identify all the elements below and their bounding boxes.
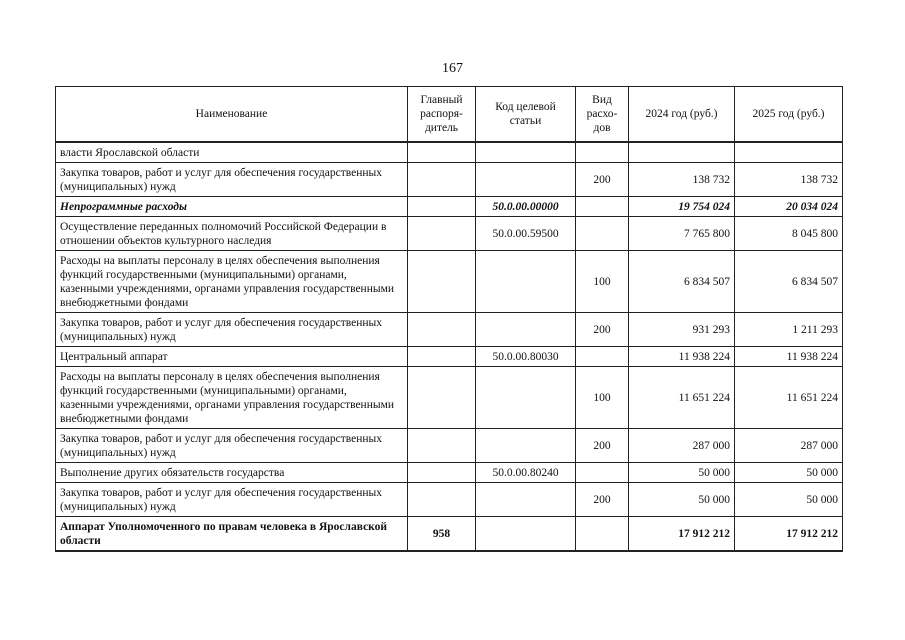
cell-2024: 17 912 212 [629,517,735,552]
cell-name: Осуществление переданных полномочий Российской Федерации в отношении объектов культурного наследия [56,217,408,251]
cell-target-code [476,163,576,197]
cell-2025: 11 651 224 [735,367,843,429]
header-year-2024: 2024 год (руб.) [629,87,735,143]
cell-2024: 931 293 [629,313,735,347]
cell-name: Закупка товаров, работ и услуг для обеспечения государственных (муниципальных) нужд [56,483,408,517]
cell-target-code: 50.0.00.80240 [476,463,576,483]
cell-main-manager [408,163,476,197]
cell-main-manager [408,463,476,483]
header-name: Наименование [56,87,408,143]
cell-2025: 17 912 212 [735,517,843,552]
table-row [56,313,843,347]
cell-2025: 1 211 293 [735,313,843,347]
cell-target-code: 50.0.00.00000 [476,197,576,217]
cell-2024: 50 000 [629,463,735,483]
cell-expense-type [576,517,629,552]
cell-name: Непрограммные расходы [56,197,408,217]
page-number: 167 [442,61,463,76]
cell-main-manager [408,429,476,463]
cell-main-manager: 958 [408,517,476,552]
table-row [56,197,843,217]
cell-expense-type [576,142,629,163]
cell-main-manager [408,142,476,163]
cell-name: Закупка товаров, работ и услуг для обеспечения государственных (муниципальных) нужд [56,163,408,197]
cell-expense-type: 200 [576,483,629,517]
table-row [56,142,843,163]
cell-2025: 287 000 [735,429,843,463]
cell-name: власти Ярославской области [56,142,408,163]
cell-2024: 7 765 800 [629,217,735,251]
cell-2024: 287 000 [629,429,735,463]
table-row [56,463,843,483]
cell-expense-type: 100 [576,251,629,313]
cell-2024: 19 754 024 [629,197,735,217]
cell-2024: 50 000 [629,483,735,517]
header-year-2025: 2025 год (руб.) [735,87,843,143]
cell-target-code [476,313,576,347]
cell-2025: 8 045 800 [735,217,843,251]
budget-table [55,86,843,552]
cell-main-manager [408,367,476,429]
cell-main-manager [408,483,476,517]
cell-expense-type: 200 [576,163,629,197]
header-main-manager: Главный распоря-дитель [408,87,476,143]
cell-target-code [476,517,576,552]
cell-main-manager [408,197,476,217]
cell-expense-type [576,463,629,483]
table-row [56,483,843,517]
cell-target-code [476,429,576,463]
table-header-row [56,87,843,143]
cell-2025: 20 034 024 [735,197,843,217]
table-row [56,367,843,429]
cell-expense-type: 200 [576,429,629,463]
cell-name: Аппарат Уполномоченного по правам человека в Ярославской области [56,517,408,552]
cell-target-code [476,142,576,163]
cell-expense-type [576,347,629,367]
cell-2024: 11 938 224 [629,347,735,367]
cell-name: Закупка товаров, работ и услуг для обеспечения государственных (муниципальных) нужд [56,313,408,347]
cell-2025: 50 000 [735,483,843,517]
cell-expense-type [576,197,629,217]
cell-name: Выполнение других обязательств государства [56,463,408,483]
table-row [56,517,843,552]
cell-main-manager [408,217,476,251]
cell-target-code [476,483,576,517]
cell-main-manager [408,313,476,347]
header-expense-type: Вид расхо-дов [576,87,629,143]
cell-target-code [476,251,576,313]
cell-name: Центральный аппарат [56,347,408,367]
cell-expense-type [576,217,629,251]
cell-2025 [735,142,843,163]
table-row [56,347,843,367]
cell-main-manager [408,251,476,313]
table-row [56,251,843,313]
cell-2025: 50 000 [735,463,843,483]
cell-2024: 6 834 507 [629,251,735,313]
cell-2025: 6 834 507 [735,251,843,313]
cell-2025: 11 938 224 [735,347,843,367]
cell-expense-type: 200 [576,313,629,347]
cell-name: Расходы на выплаты персоналу в целях обеспечения выполнения функций государственными (муниципальными) органами, казенными учреждениями, органами управления государственными внебюджетными фондами [56,251,408,313]
cell-2024 [629,142,735,163]
table-row [56,217,843,251]
table-row [56,163,843,197]
cell-2024: 11 651 224 [629,367,735,429]
cell-name: Закупка товаров, работ и услуг для обеспечения государственных (муниципальных) нужд [56,429,408,463]
cell-expense-type: 100 [576,367,629,429]
cell-target-code: 50.0.00.80030 [476,347,576,367]
table-row [56,429,843,463]
cell-2024: 138 732 [629,163,735,197]
cell-name: Расходы на выплаты персоналу в целях обеспечения выполнения функций государственными (муниципальными) органами, казенными учреждениями, органами управления государственными внебюджетными фондами [56,367,408,429]
cell-2025: 138 732 [735,163,843,197]
cell-target-code: 50.0.00.59500 [476,217,576,251]
header-target-code: Код целевой статьи [476,87,576,143]
cell-target-code [476,367,576,429]
cell-main-manager [408,347,476,367]
